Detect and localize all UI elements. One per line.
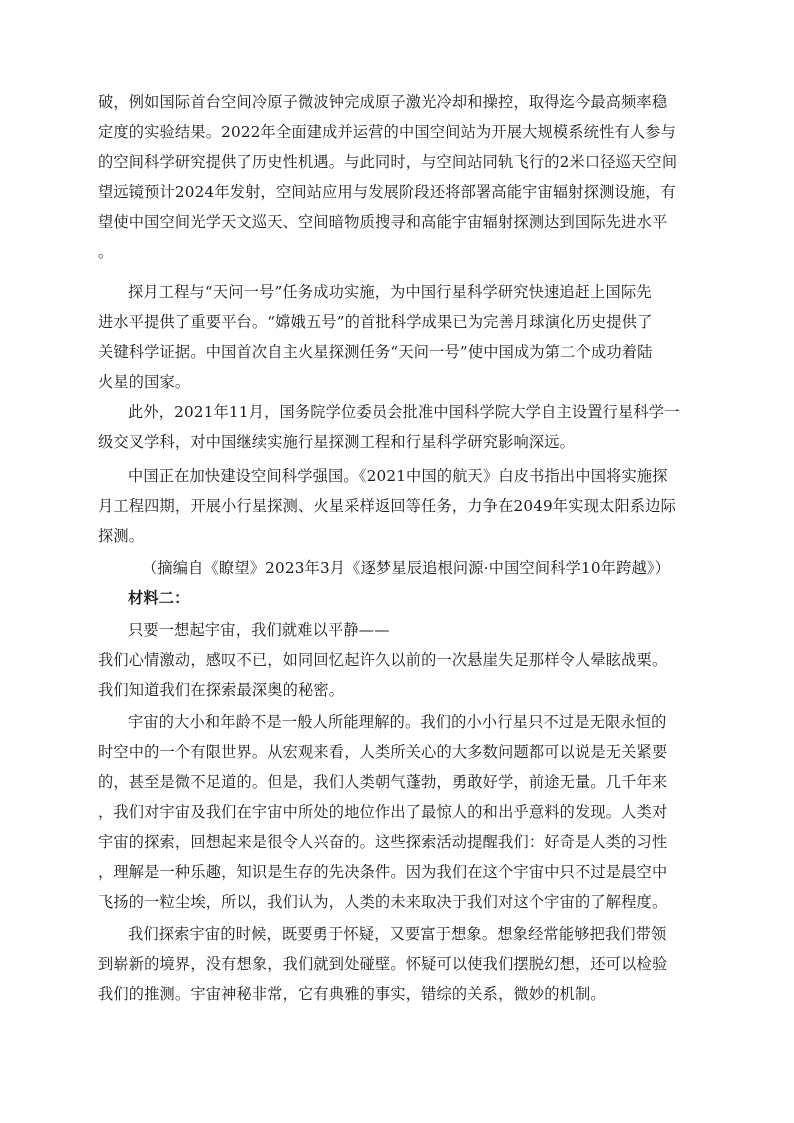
- text-line: 时空中的一个有限世界。从宏观来看，人类所关心的大多数问题都可以说是无关紧要: [98, 743, 668, 761]
- text-line: 只要一想起宇宙，我们就难以平静——: [128, 621, 390, 639]
- text-line: 破，例如国际首台空间冷原子微波钟完成原子激光冷却和操控，取得迄今最高频率稳: [98, 93, 668, 111]
- source-citation: （摘编自《瞭望》2023年3月《逐梦星辰追根问源·中国空间科学10年跨越》）: [142, 559, 671, 577]
- text-line: 火星的国家。: [98, 373, 191, 391]
- text-line: 我们知道我们在探索最深奥的秘密。: [98, 681, 345, 699]
- text-line: 宇宙的大小和年龄不是一般人所能理解的。我们的小小行星只不过是无限永恒的: [128, 713, 667, 731]
- text-line: 宇宙的探索，回想起来是很令人兴奋的。这些探索活动提醒我们：好奇是人类的习性: [98, 833, 668, 851]
- text-line: 月工程四期，开展小行星探测、火星采样返回等任务，力争在2049年实现太阳系边际: [98, 497, 677, 515]
- text-line: 探测。: [98, 527, 145, 545]
- text-line: 关键科学证据。中国首次自主火星探测任务“天问一号”使中国成为第二个成功着陆: [98, 343, 653, 361]
- text-line: 此外，2021年11月，国务院学位委员会批准中国科学院大学自主设置行星科学一: [128, 403, 680, 421]
- text-line: 我们心情激动，感叹不已，如同回忆起许久以前的一次悬崖失足那样令人晕眩战栗。: [98, 651, 668, 669]
- text-line: ，理解是一种乐趣，知识是生存的先决条件。因为我们在这个宇宙中只不过是晨空中: [98, 863, 668, 881]
- text-line: 的空间科学研究提供了历史性机遇。与此同时，与空间站同轨飞行的2米口径巡天空间: [98, 153, 678, 171]
- text-line: 的，甚至是微不足道的。但是，我们人类朝气蓬勃，勇敢好学，前途无量。几千年来: [98, 773, 668, 791]
- section-heading: 材料二：: [128, 589, 190, 607]
- text-line: 到崭新的境界，没有想象，我们就到处碰壁。怀疑可以使我们摆脱幻想，还可以检验: [98, 955, 668, 973]
- text-line: 我们的推测。宇宙神秘非常，它有典雅的事实，错综的关系，微妙的机制。: [98, 985, 606, 1003]
- text-line: 飞扬的一粒尘埃，所以，我们认为，人类的未来取决于我们对这个宇宙的了解程度。: [98, 893, 668, 911]
- text-line: 定度的实验结果。2022年全面建成并运营的中国空间站为开展大规模系统性有人参与: [98, 123, 677, 141]
- text-line: 。: [98, 243, 114, 261]
- text-line: 中国正在加快建设空间科学强国。《2021中国的航天》白皮书指出中国将实施探: [128, 467, 668, 485]
- text-line: 我们探索宇宙的时候，既要勇于怀疑，又要富于想象。想象经常能够把我们带领: [128, 925, 667, 943]
- text-line: 进水平提供了重要平台。“嫦娥五号”的首批科学成果已为完善月球演化历史提供了: [98, 313, 653, 331]
- text-line: 级交叉学科，对中国继续实施行星探测工程和行星科学研究影响深远。: [98, 433, 576, 451]
- text-line: ，我们对宇宙及我们在宇宙中所处的地位作出了最惊人的和出乎意料的发现。人类对: [98, 803, 668, 821]
- text-line: 望远镜预计2024年发射，空间站应用与发展阶段还将部署高能宇宙辐射探测设施，有: [98, 183, 677, 201]
- text-line: 探月工程与“天问一号”任务成功实施，为中国行星科学研究快速追赶上国际先: [128, 283, 652, 301]
- text-line: 望使中国空间光学天文巡天、空间暗物质搜寻和高能宇宙辐射探测达到国际先进水平: [98, 213, 668, 231]
